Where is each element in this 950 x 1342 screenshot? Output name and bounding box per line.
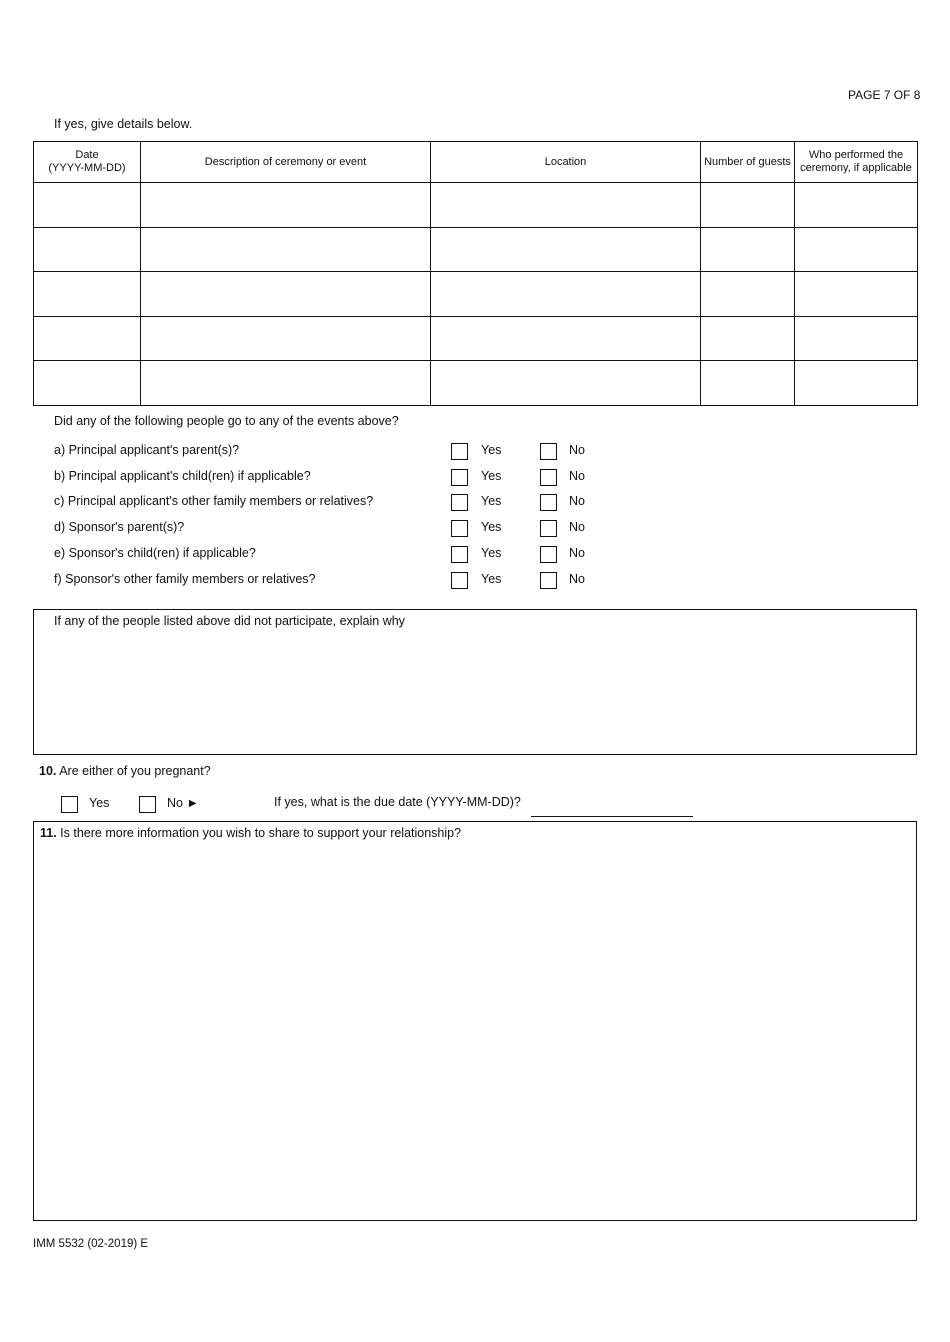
guests-cell[interactable] bbox=[701, 272, 795, 317]
location-cell[interactable] bbox=[431, 183, 701, 228]
explain-textarea[interactable] bbox=[33, 609, 917, 755]
performed-by-cell[interactable] bbox=[795, 272, 918, 317]
attendance-item-e: e) Sponsor's child(ren) if applicable? bbox=[54, 546, 256, 560]
attendance-item-f: f) Sponsor's other family members or relatives? bbox=[54, 572, 316, 586]
yes-label: Yes bbox=[481, 443, 502, 457]
description-cell[interactable] bbox=[141, 316, 431, 361]
description-cell[interactable] bbox=[141, 227, 431, 272]
performed-by-cell[interactable] bbox=[795, 183, 918, 228]
table-header-row bbox=[34, 142, 918, 183]
location-cell[interactable] bbox=[431, 361, 701, 406]
location-cell[interactable] bbox=[431, 316, 701, 361]
table-row bbox=[34, 361, 918, 406]
pregnant-yes-label: Yes bbox=[89, 796, 110, 810]
date-cell[interactable] bbox=[34, 183, 141, 228]
guests-cell[interactable] bbox=[701, 227, 795, 272]
no-label: No bbox=[569, 494, 585, 508]
performed-by-cell[interactable] bbox=[795, 316, 918, 361]
attendance-item-d: d) Sponsor's parent(s)? bbox=[54, 520, 185, 534]
date-cell[interactable] bbox=[34, 227, 141, 272]
question-11 bbox=[40, 826, 461, 840]
attendance-e-no-checkbox[interactable] bbox=[540, 546, 557, 563]
header-guests: Number of guests bbox=[701, 142, 795, 183]
attendance-f-no-checkbox[interactable] bbox=[540, 572, 557, 589]
attendance-d-yes-checkbox[interactable] bbox=[451, 520, 468, 537]
attendance-c-yes-checkbox[interactable] bbox=[451, 494, 468, 511]
header-performed-by: Who performed the ceremony, if applicable bbox=[795, 142, 918, 183]
header-date: Date (YYYY-MM-DD) bbox=[34, 142, 141, 183]
yes-label: Yes bbox=[481, 546, 502, 560]
header-description: Description of ceremony or event bbox=[141, 142, 431, 183]
due-date-input[interactable] bbox=[531, 816, 693, 817]
yes-label: Yes bbox=[481, 494, 502, 508]
attendance-a-no-checkbox[interactable] bbox=[540, 443, 557, 460]
attendance-item-b: b) Principal applicant's child(ren) if applicable? bbox=[54, 469, 311, 483]
attendance-a-yes-checkbox[interactable] bbox=[451, 443, 468, 460]
no-label: No bbox=[569, 520, 585, 534]
attendance-e-yes-checkbox[interactable] bbox=[451, 546, 468, 563]
form-id-footer: IMM 5532 (02-2019) E bbox=[33, 1238, 149, 1250]
guests-cell[interactable] bbox=[701, 361, 795, 406]
page-number: PAGE 7 OF 8 bbox=[848, 88, 921, 102]
no-label: No bbox=[569, 443, 585, 457]
no-label: No bbox=[569, 572, 585, 586]
no-label: No bbox=[569, 469, 585, 483]
date-cell[interactable] bbox=[34, 361, 141, 406]
table-row bbox=[34, 272, 918, 317]
date-cell[interactable] bbox=[34, 316, 141, 361]
guests-cell[interactable] bbox=[701, 183, 795, 228]
attendance-item-c: c) Principal applicant's other family members or relatives? bbox=[54, 494, 374, 508]
attendance-d-no-checkbox[interactable] bbox=[540, 520, 557, 537]
table-row bbox=[34, 227, 918, 272]
header-location: Location bbox=[431, 142, 701, 183]
table-row bbox=[34, 183, 918, 228]
pregnant-no-checkbox[interactable] bbox=[139, 796, 156, 813]
events-table bbox=[33, 141, 918, 406]
pregnant-yes-checkbox[interactable] bbox=[61, 796, 78, 813]
table-row bbox=[34, 316, 918, 361]
due-date-label: If yes, what is the due date (YYYY-MM-DD)? bbox=[274, 795, 521, 809]
attendance-question: Did any of the following people go to any of the events above? bbox=[54, 414, 399, 428]
intro-text: If yes, give details below. bbox=[54, 117, 193, 131]
pregnant-no-label: No ► bbox=[167, 796, 199, 810]
yes-label: Yes bbox=[481, 469, 502, 483]
attendance-c-no-checkbox[interactable] bbox=[540, 494, 557, 511]
question-10 bbox=[39, 764, 211, 778]
yes-label: Yes bbox=[481, 520, 502, 534]
no-label: No bbox=[569, 546, 585, 560]
attendance-b-yes-checkbox[interactable] bbox=[451, 469, 468, 486]
description-cell[interactable] bbox=[141, 272, 431, 317]
question-11-number: 11. bbox=[40, 826, 57, 840]
date-cell[interactable] bbox=[34, 272, 141, 317]
additional-info-textarea[interactable] bbox=[33, 821, 917, 1221]
performed-by-cell[interactable] bbox=[795, 227, 918, 272]
explain-label: If any of the people listed above did not participate, explain why bbox=[54, 614, 405, 628]
question-10-number: 10. bbox=[39, 764, 57, 778]
location-cell[interactable] bbox=[431, 227, 701, 272]
question-11-text: Is there more information you wish to share to support your relationship? bbox=[60, 826, 462, 840]
performed-by-cell[interactable] bbox=[795, 361, 918, 406]
description-cell[interactable] bbox=[141, 361, 431, 406]
guests-cell[interactable] bbox=[701, 316, 795, 361]
description-cell[interactable] bbox=[141, 183, 431, 228]
attendance-item-a: a) Principal applicant's parent(s)? bbox=[54, 443, 240, 457]
question-10-text: Are either of you pregnant? bbox=[59, 764, 211, 778]
attendance-b-no-checkbox[interactable] bbox=[540, 469, 557, 486]
yes-label: Yes bbox=[481, 572, 502, 586]
location-cell[interactable] bbox=[431, 272, 701, 317]
attendance-f-yes-checkbox[interactable] bbox=[451, 572, 468, 589]
